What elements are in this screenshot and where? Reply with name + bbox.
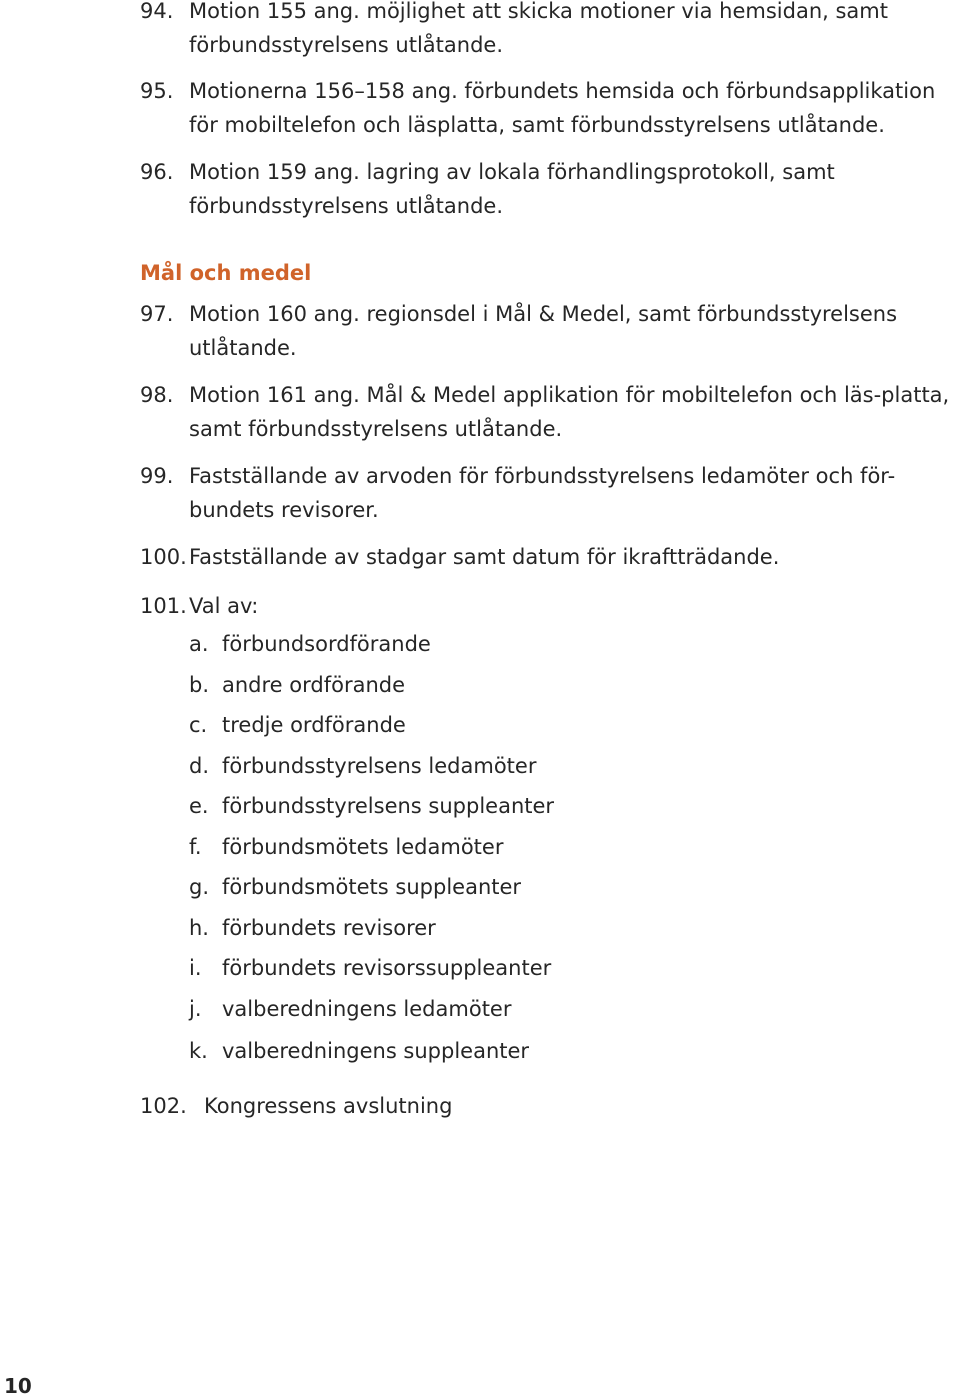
subitem-letter: g. bbox=[189, 875, 210, 899]
election-subitem bbox=[189, 791, 789, 821]
section-heading: Mål och medel bbox=[140, 261, 312, 285]
item-text: Fastställande av stadgar samt datum för ikraftträdande. bbox=[189, 545, 780, 569]
item-text: Kongressens avslutning bbox=[204, 1094, 453, 1118]
election-subitem bbox=[189, 629, 789, 659]
subitem-text: tredje ordförande bbox=[222, 713, 406, 737]
subitem-letter: i. bbox=[189, 956, 202, 980]
subitem-letter: d. bbox=[189, 754, 210, 778]
agenda-item-96 bbox=[140, 155, 955, 223]
agenda-item-100 bbox=[140, 540, 955, 574]
subitem-text: valberedningens ledamöter bbox=[222, 997, 512, 1021]
election-subitem bbox=[189, 913, 789, 943]
item-text: Motion 155 ang. möjlighet att skicka motioner via hemsidan, samt förbundsstyrelsens utlåtande. bbox=[189, 0, 888, 57]
subitem-text: förbundsmötets suppleanter bbox=[222, 875, 522, 899]
item-text: Motion 159 ang. lagring av lokala förhandlingsprotokoll, samt förbundsstyrelsens utlåtande. bbox=[189, 160, 835, 218]
agenda-item-101 bbox=[140, 589, 955, 623]
item-number: 96. bbox=[140, 160, 174, 184]
subitem-text: andre ordförande bbox=[222, 673, 406, 697]
subitem-letter: a. bbox=[189, 632, 209, 656]
item-number: 94. bbox=[140, 0, 174, 23]
subitem-text: förbundets revisorer bbox=[222, 916, 436, 940]
subitem-letter: f. bbox=[189, 835, 202, 859]
subitem-letter: j. bbox=[189, 997, 202, 1021]
election-subitem bbox=[189, 751, 789, 781]
agenda-item-98 bbox=[140, 378, 955, 446]
agenda-item-97 bbox=[140, 297, 955, 365]
election-subitem bbox=[189, 670, 789, 700]
subitem-text: förbundsordförande bbox=[222, 632, 431, 656]
election-subitem bbox=[189, 994, 789, 1024]
agenda-item-95 bbox=[140, 74, 955, 142]
subitem-letter: k. bbox=[189, 1039, 208, 1063]
election-subitem bbox=[189, 832, 789, 862]
election-subitem bbox=[189, 872, 789, 902]
item-text: Val av: bbox=[189, 594, 259, 618]
page-number: 10 bbox=[4, 1374, 32, 1398]
subitem-text: valberedningens suppleanter bbox=[222, 1039, 530, 1063]
item-number: 95. bbox=[140, 79, 174, 103]
election-subitem bbox=[189, 710, 789, 740]
subitem-text: förbundets revisorssuppleanter bbox=[222, 956, 552, 980]
item-number: 102. bbox=[140, 1094, 187, 1118]
subitem-text: förbundsstyrelsens suppleanter bbox=[222, 794, 555, 818]
item-number: 98. bbox=[140, 383, 174, 407]
subitem-letter: e. bbox=[189, 794, 209, 818]
election-subitem bbox=[189, 953, 789, 983]
item-text: Motion 160 ang. regionsdel i Mål & Medel, samt förbundsstyrelsens utlåtande. bbox=[189, 302, 898, 360]
item-number: 97. bbox=[140, 302, 174, 326]
subitem-letter: b. bbox=[189, 673, 210, 697]
agenda-item-94 bbox=[140, 0, 955, 62]
subitem-text: förbundsmötets ledamöter bbox=[222, 835, 504, 859]
agenda-item-99 bbox=[140, 459, 955, 527]
item-number: 101. bbox=[140, 594, 187, 618]
item-text: Motionerna 156–158 ang. förbundets hemsida och förbundsapplikation för mobiltelefon och läsplatta, samt förbundsstyrelsens utlåtande. bbox=[189, 79, 936, 137]
item-text: Fastställande av arvoden för förbundsstyrelsens ledamöter och för-bundets revisorer. bbox=[189, 464, 896, 522]
item-number: 99. bbox=[140, 464, 174, 488]
item-number: 100. bbox=[140, 545, 187, 569]
subitem-letter: h. bbox=[189, 916, 209, 940]
election-subitem bbox=[189, 1036, 789, 1066]
agenda-item-102 bbox=[140, 1089, 955, 1123]
subitem-letter: c. bbox=[189, 713, 208, 737]
item-text: Motion 161 ang. Mål & Medel applikation för mobiltelefon och läs-platta, samt förbundsstyrelsens utlåtande. bbox=[189, 383, 950, 441]
subitem-text: förbundsstyrelsens ledamöter bbox=[222, 754, 537, 778]
